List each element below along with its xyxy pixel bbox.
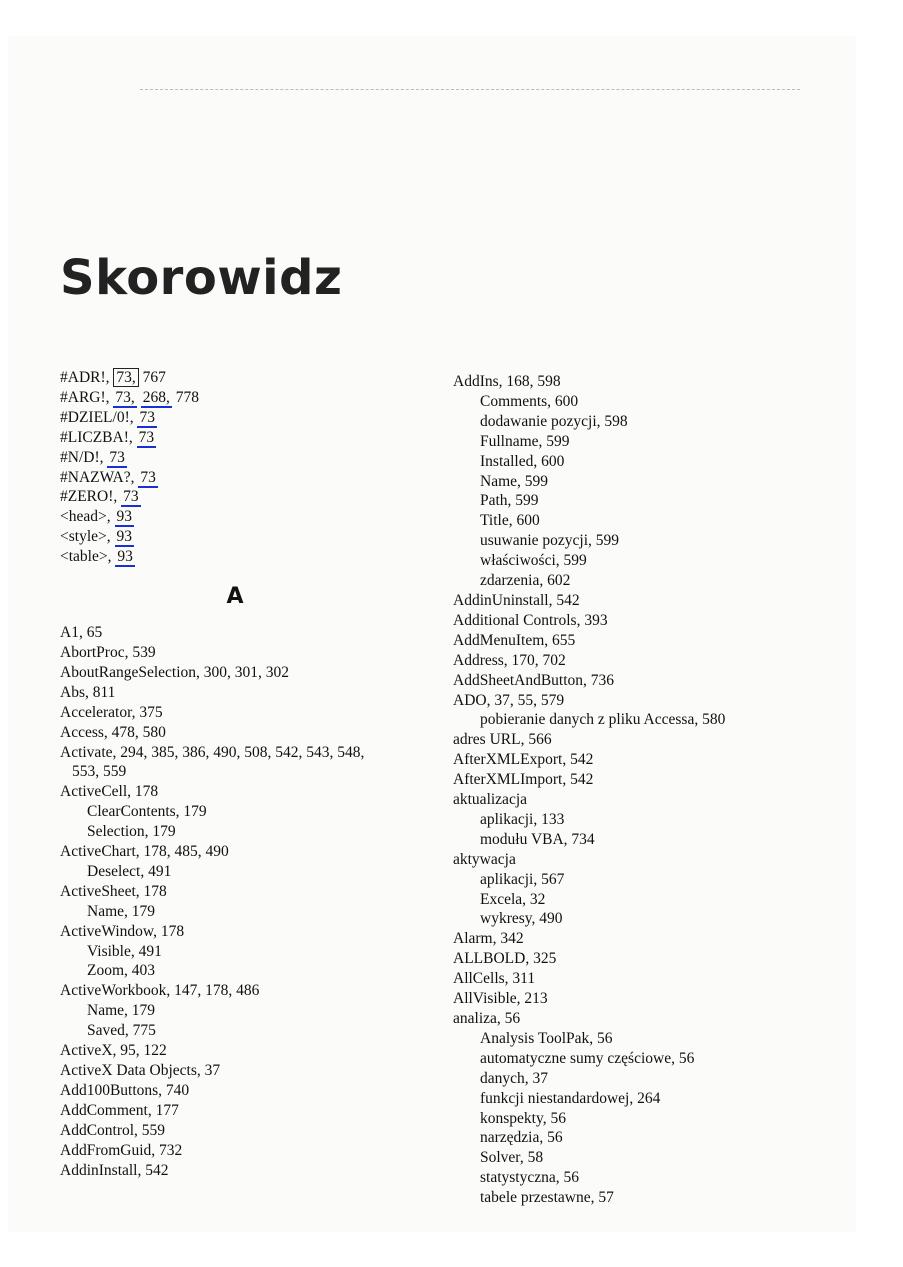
- index-subentry: Title, 600: [480, 512, 540, 530]
- page-link[interactable]: 73: [138, 428, 155, 446]
- index-subentry: zdarzenia, 602: [480, 572, 571, 590]
- index-subentry: danych, 37: [480, 1069, 549, 1087]
- index-entry: Additional Controls, 393: [453, 611, 608, 629]
- index-subentry: Installed, 600: [480, 452, 565, 470]
- index-entry: AboutRangeSelection, 300, 301, 302: [60, 663, 290, 681]
- index-entry: AllCells, 311: [453, 970, 536, 988]
- section-letter: A: [226, 584, 244, 610]
- index-entry: AddFromGuid, 732: [60, 1141, 183, 1159]
- page-title: Skorowidz: [60, 250, 343, 306]
- index-entry: Alarm, 342: [453, 930, 524, 948]
- index-entry: AfterXMLExport, 542: [453, 751, 594, 769]
- index-entry: AddComment, 177: [60, 1101, 179, 1119]
- index-entry: ActiveSheet, 178: [60, 882, 167, 900]
- index-entry: [60, 448, 400, 468]
- index-entry: AddSheetAndButton, 736: [453, 671, 615, 689]
- index-term: #DZIEL/0!,: [60, 408, 138, 426]
- index-entry: Activate, 294, 385, 386, 490, 508, 542, 543, 548,: [60, 743, 365, 761]
- page-link-selected[interactable]: 73,: [113, 368, 138, 387]
- index-entry: AllVisible, 213: [453, 990, 548, 1008]
- index-subentry: Name, 179: [87, 902, 156, 920]
- index-subentry: Excela, 32: [480, 890, 546, 908]
- index-entry: Accelerator, 375: [60, 703, 163, 721]
- symbol-entries: [60, 368, 400, 567]
- index-entry: aktualizacja: [453, 791, 528, 809]
- page-header-rule: [140, 89, 800, 90]
- index-entry: 553, 559: [72, 763, 127, 781]
- index-entry: adres URL, 566: [453, 731, 552, 749]
- index-entry: AddinUninstall, 542: [453, 591, 580, 609]
- index-subentry: tabele przestawne, 57: [480, 1189, 614, 1207]
- index-subentry: Selection, 179: [87, 823, 176, 841]
- index-entry: ADO, 37, 55, 579: [453, 691, 565, 709]
- index-entry: Access, 478, 580: [60, 723, 166, 741]
- index-entry: ActiveWorkbook, 147, 178, 486: [60, 982, 260, 1000]
- page-link[interactable]: 73,: [115, 388, 135, 406]
- index-entry: [60, 547, 400, 567]
- index-term: #NAZWA?,: [60, 468, 139, 486]
- page-link[interactable]: 73: [123, 488, 139, 506]
- page-link[interactable]: 73: [109, 448, 125, 466]
- index-subentry: Solver, 58: [480, 1149, 544, 1167]
- index-subentry: Zoom, 403: [87, 962, 156, 980]
- index-entry: AddMenuItem, 655: [453, 631, 576, 649]
- index-subentry: wykresy, 490: [480, 910, 563, 928]
- index-entry: Add100Buttons, 740: [60, 1081, 190, 1099]
- page-link[interactable]: 93: [116, 528, 133, 546]
- index-entry: [60, 368, 400, 388]
- index-term: <style>,: [60, 528, 115, 546]
- index-entry: [60, 388, 400, 408]
- index-entry: Address, 170, 702: [453, 651, 566, 669]
- index-entry: [60, 487, 400, 507]
- index-entry: AddIns, 168, 598: [453, 373, 561, 390]
- index-term: <table>,: [60, 548, 116, 566]
- index-subentry: automatyczne sumy częściowe, 56: [480, 1049, 695, 1067]
- index-term: <head>,: [60, 508, 115, 526]
- right-entries: [453, 372, 833, 1208]
- index-subentry: Comments, 600: [480, 392, 579, 410]
- index-term: #ARG!,: [60, 388, 114, 406]
- index-subentry: Saved, 775: [87, 1022, 156, 1040]
- index-subentry: ClearContents, 179: [87, 803, 207, 821]
- page-link[interactable]: 93: [116, 508, 132, 526]
- page-number: 778: [171, 388, 200, 406]
- index-term: #ZERO!,: [60, 488, 122, 506]
- index-subentry: Visible, 491: [87, 942, 162, 960]
- index-subentry: Fullname, 599: [480, 432, 570, 450]
- index-subentry: Analysis ToolPak, 56: [480, 1029, 613, 1047]
- index-entry: A1, 65: [60, 624, 103, 642]
- index-column-right: [453, 372, 833, 1208]
- page-number: 767: [138, 369, 166, 386]
- index-entry: ActiveCell, 178: [60, 783, 159, 801]
- index-term: #N/D!,: [60, 448, 108, 466]
- index-entry: AddinInstall, 542: [60, 1161, 169, 1179]
- index-subentry: Name, 599: [480, 472, 549, 490]
- index-term: #ADR!,: [60, 369, 114, 386]
- index-subentry: usuwanie pozycji, 599: [480, 532, 620, 550]
- index-subentry: funkcji niestandardowej, 264: [480, 1089, 661, 1107]
- letter-a-entries: [60, 623, 400, 1180]
- index-entry: ALLBOLD, 325: [453, 950, 557, 968]
- page-link[interactable]: 93: [117, 548, 133, 566]
- index-subentry: dodawanie pozycji, 598: [480, 412, 628, 430]
- index-subentry: statystyczna, 56: [480, 1169, 580, 1187]
- page-link[interactable]: 73: [139, 408, 155, 426]
- index-entry: ActiveWindow, 178: [60, 922, 185, 940]
- index-entry: ActiveX Data Objects, 37: [60, 1062, 221, 1079]
- index-subentry: modułu VBA, 734: [480, 830, 595, 848]
- index-entry: ActiveX, 95, 122: [60, 1042, 167, 1060]
- index-entry: [60, 408, 400, 428]
- index-subentry: aplikacji, 567: [480, 870, 565, 888]
- index-entry: [60, 507, 400, 527]
- index-entry: [60, 527, 400, 547]
- index-subentry: Deselect, 491: [87, 862, 172, 880]
- index-entry: AddControl, 559: [60, 1121, 166, 1139]
- index-column-left: [60, 368, 400, 1180]
- index-subentry: Path, 599: [480, 492, 539, 510]
- index-subentry: Name, 179: [87, 1002, 156, 1020]
- index-subentry: pobieranie danych z pliku Accessa, 580: [480, 711, 726, 729]
- index-entry: [60, 468, 400, 488]
- index-entry: AfterXMLImport, 542: [453, 771, 594, 789]
- index-entry: [60, 428, 400, 448]
- index-subentry: narzędzia, 56: [480, 1129, 563, 1147]
- index-entry: Abs, 811: [60, 683, 116, 701]
- index-entry: AbortProc, 539: [60, 643, 156, 661]
- index-entry: ActiveChart, 178, 485, 490: [60, 843, 229, 861]
- index-subentry: właściwości, 599: [480, 552, 587, 570]
- index-entry: aktywacja: [453, 850, 516, 868]
- page-link[interactable]: 268,: [142, 388, 170, 406]
- index-term: #LICZBA!,: [60, 428, 137, 446]
- index-entry: analiza, 56: [453, 1010, 521, 1027]
- index-subentry: aplikacji, 133: [480, 810, 565, 828]
- index-subentry: konspekty, 56: [480, 1109, 566, 1127]
- page-link[interactable]: 73: [140, 468, 156, 486]
